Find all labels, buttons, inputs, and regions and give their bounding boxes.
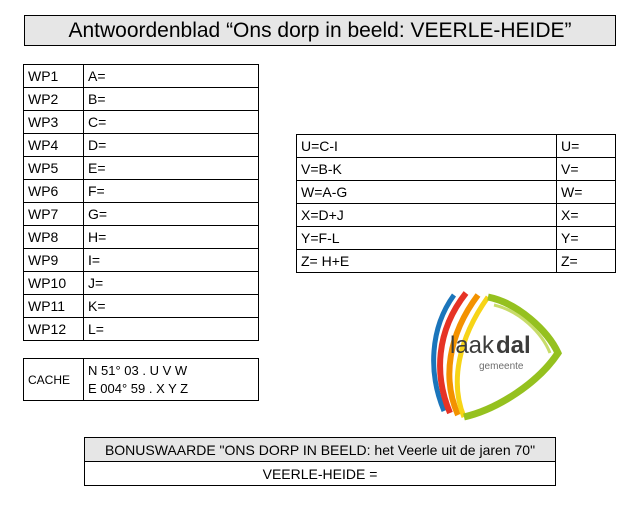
waypoint-row-label: WP7	[24, 203, 84, 226]
bonus-heading: BONUSWAARDE "ONS DORP IN BEELD: het Veerle uit de jaren 70"	[85, 438, 556, 462]
waypoint-row-answer: L=	[84, 318, 259, 341]
waypoint-row-label: WP11	[24, 295, 84, 318]
waypoint-row-answer: C=	[84, 111, 259, 134]
waypoint-row-answer: B=	[84, 88, 259, 111]
bonus-answer: VEERLE-HEIDE =	[85, 462, 556, 486]
calc-row	[297, 135, 616, 158]
waypoint-row-answer: I=	[84, 249, 259, 272]
waypoint-row-answer: J=	[84, 272, 259, 295]
cache-north: N 51° 03 . U V W	[88, 362, 188, 378]
waypoint-row-answer: G=	[84, 203, 259, 226]
calc-row	[297, 204, 616, 227]
waypoint-row-label: WP3	[24, 111, 84, 134]
calc-row-result: U=	[557, 135, 616, 158]
waypoint-row-answer: A=	[84, 65, 259, 88]
waypoint-row	[24, 203, 259, 226]
waypoint-row-label: WP1	[24, 65, 84, 88]
logo-text-dal: dal	[496, 332, 531, 359]
waypoint-row-answer: F=	[84, 180, 259, 203]
waypoint-row-label: WP8	[24, 226, 84, 249]
cache-row	[24, 359, 259, 401]
cache-table	[23, 358, 259, 401]
waypoint-row-answer: K=	[84, 295, 259, 318]
waypoint-table	[23, 64, 259, 341]
waypoint-row	[24, 88, 259, 111]
calc-row	[297, 250, 616, 273]
waypoint-row-label: WP12	[24, 318, 84, 341]
calc-row	[297, 227, 616, 250]
page-title: Antwoordenblad “Ons dorp in beeld: VEERLE-HEIDE”	[24, 15, 616, 46]
waypoint-row	[24, 249, 259, 272]
calc-row	[297, 181, 616, 204]
waypoint-row-label: WP4	[24, 134, 84, 157]
cache-east: E 004° 59 . X Y Z	[88, 380, 189, 396]
calc-row	[297, 158, 616, 181]
waypoint-row-answer: E=	[84, 157, 259, 180]
waypoint-row-label: WP10	[24, 272, 84, 295]
waypoint-row	[24, 295, 259, 318]
waypoint-row-answer: D=	[84, 134, 259, 157]
waypoint-row	[24, 157, 259, 180]
bonus-answer-row	[85, 462, 556, 486]
calc-row-result: V=	[557, 158, 616, 181]
waypoint-row	[24, 180, 259, 203]
calc-row-formula: Y=F-L	[297, 227, 557, 250]
bonus-table	[84, 437, 556, 486]
calc-row-formula: Z= H+E	[297, 250, 557, 273]
calc-row-result: Y=	[557, 227, 616, 250]
waypoint-row	[24, 111, 259, 134]
waypoint-row-label: WP6	[24, 180, 84, 203]
cache-coordinates	[84, 359, 259, 401]
laakdal-logo	[418, 283, 564, 423]
calc-row-formula: V=B-K	[297, 158, 557, 181]
logo-text-sub: gemeente	[479, 361, 524, 372]
logo-text-laak: laak	[450, 332, 495, 359]
waypoint-row-label: WP5	[24, 157, 84, 180]
waypoint-row	[24, 65, 259, 88]
waypoint-row-label: WP9	[24, 249, 84, 272]
calc-row-result: W=	[557, 181, 616, 204]
bonus-heading-row	[85, 438, 556, 462]
cache-label: CACHE	[24, 359, 84, 401]
waypoint-row	[24, 318, 259, 341]
calc-row-formula: W=A-G	[297, 181, 557, 204]
calculation-table	[296, 134, 616, 273]
calc-row-formula: X=D+J	[297, 204, 557, 227]
waypoint-row	[24, 226, 259, 249]
waypoint-row-label: WP2	[24, 88, 84, 111]
waypoint-row	[24, 272, 259, 295]
calc-row-formula: U=C-I	[297, 135, 557, 158]
calc-row-result: X=	[557, 204, 616, 227]
calc-row-result: Z=	[557, 250, 616, 273]
waypoint-row-answer: H=	[84, 226, 259, 249]
waypoint-row	[24, 134, 259, 157]
